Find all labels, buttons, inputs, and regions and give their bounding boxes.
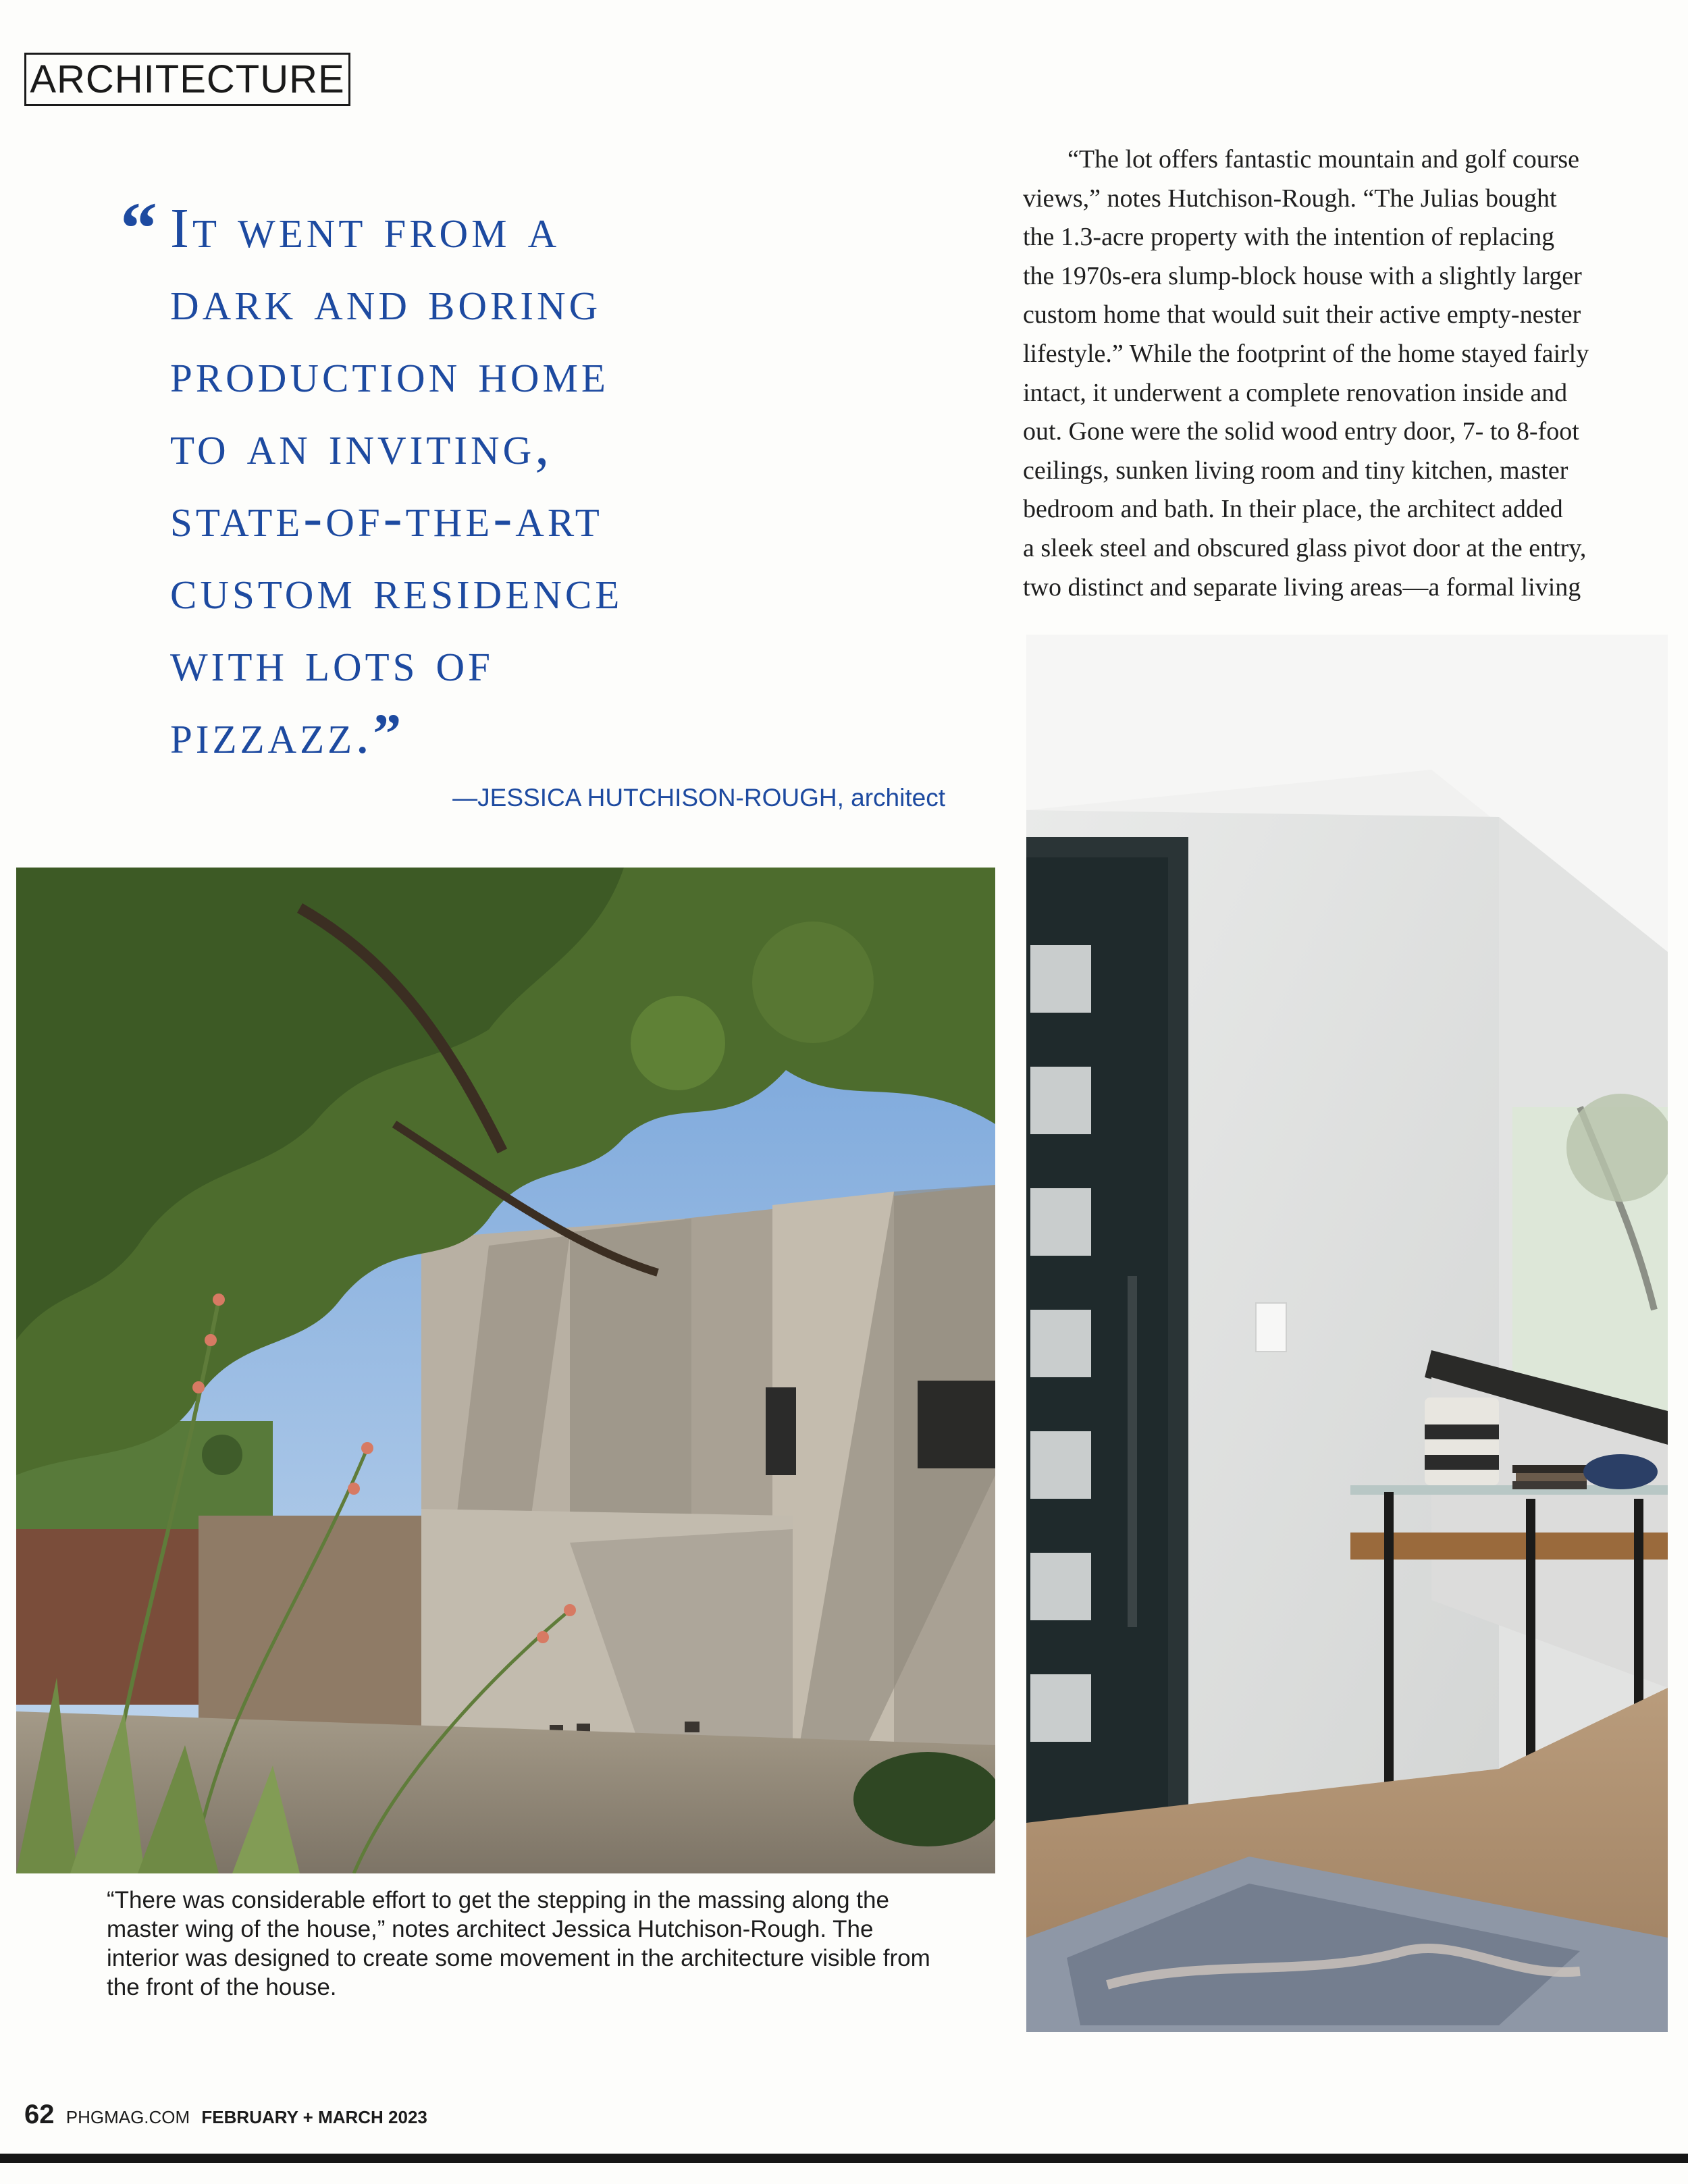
caption-line: interior was designed to create some movement in the architecture visible from — [107, 1945, 930, 1971]
body-line: lifestyle.” While the footprint of the home stayed fairly — [1023, 339, 1589, 368]
body-line: custom home that would suit their active empty-nester — [1023, 300, 1581, 329]
interior-entry-photo — [1026, 635, 1668, 2032]
pull-quote-last-words: pizzazz. — [170, 703, 373, 766]
pull-quote-line: custom residence — [170, 558, 623, 621]
site-url: PHGMAG.COM — [65, 2107, 190, 2127]
body-line: intact, it underwent a complete renovation inside and — [1023, 378, 1568, 407]
close-quote-mark: ” — [373, 703, 402, 766]
body-line: views,” notes Hutchison-Rough. “The Julias bought — [1023, 184, 1557, 213]
caption-line: master wing of the house,” notes architect Jessica Hutchison-Rough. The — [107, 1916, 874, 1942]
exterior-photo-illustration — [16, 868, 995, 1873]
pull-quote-attribution — [432, 784, 945, 812]
body-line: the 1.3-acre property with the intention of replacing — [1023, 223, 1555, 252]
pull-quote-line: dark and boring — [170, 269, 602, 332]
article-body — [1023, 140, 1610, 607]
photo-caption — [107, 1886, 998, 2002]
exterior-house-photo — [16, 868, 995, 1873]
pull-quote — [120, 187, 957, 770]
interior-photo-illustration — [1026, 635, 1668, 2032]
pull-quote-line: state-of-the-art — [170, 486, 603, 549]
attribution-name: —JESSICA HUTCHISON-ROUGH, — [452, 784, 844, 811]
section-label: ARCHITECTURE — [24, 53, 350, 106]
footer-rule — [0, 2154, 1688, 2163]
open-quote-mark: “ — [120, 187, 157, 269]
body-line: ceilings, sunken living room and tiny kitchen, master — [1023, 456, 1568, 485]
body-line: “The lot offers fantastic mountain and golf course — [1067, 145, 1579, 174]
body-line: the 1970s-era slump-block house with a slightly larger — [1023, 261, 1582, 290]
pull-quote-line: production home — [170, 342, 609, 404]
page-number: 62 — [24, 2100, 55, 2129]
page-footer — [24, 2098, 427, 2131]
body-line: two distinct and separate living areas—a formal living — [1023, 572, 1581, 602]
caption-line: the front of the house. — [107, 1974, 337, 2000]
pull-quote-line: It went from a — [170, 197, 560, 260]
pull-quote-line: to an inviting, — [170, 414, 553, 477]
pull-quote-line — [120, 698, 957, 770]
pull-quote-line: with lots of — [170, 631, 494, 693]
body-line: a sleek steel and obscured glass pivot door at the entry, — [1023, 533, 1587, 562]
attribution-role: architect — [851, 784, 945, 811]
caption-line: “There was considerable effort to get the stepping in the massing along the — [107, 1887, 889, 1913]
body-line: out. Gone were the solid wood entry door, 7- to 8-foot — [1023, 417, 1579, 446]
issue-date: FEBRUARY + MARCH 2023 — [201, 2107, 427, 2127]
body-line: bedroom and bath. In their place, the architect added — [1023, 495, 1563, 524]
